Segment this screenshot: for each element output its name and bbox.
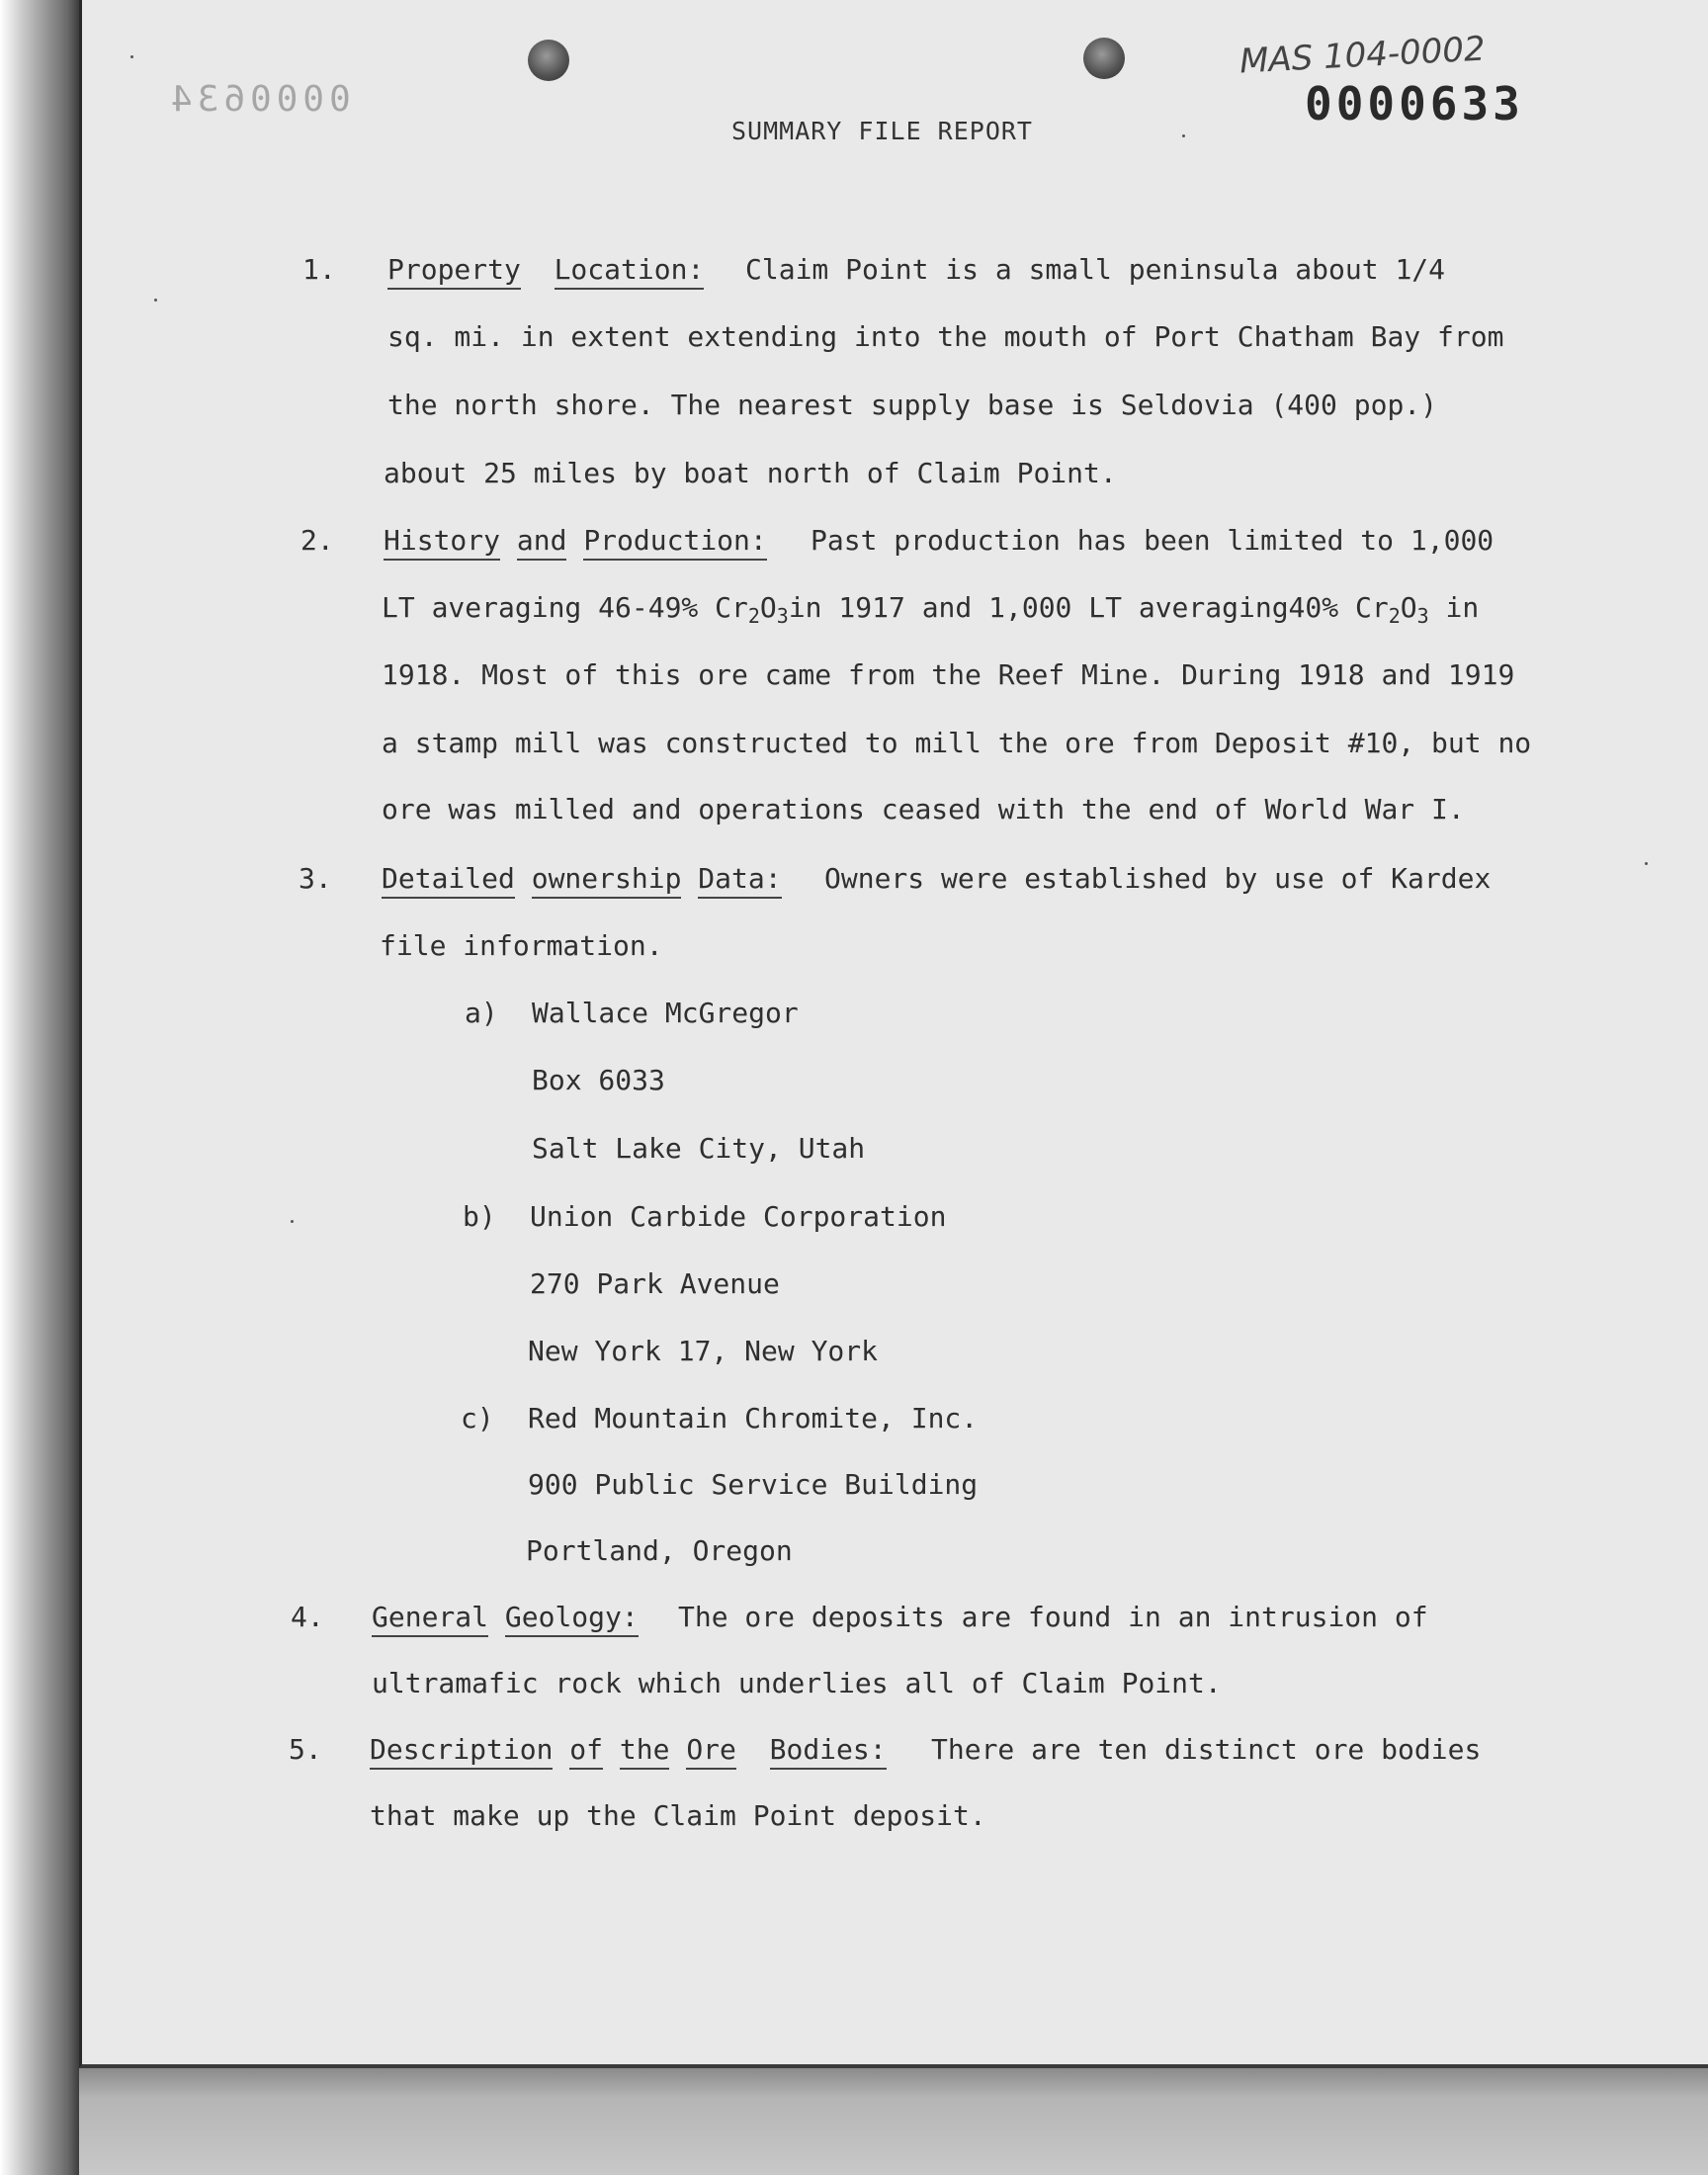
formula-text: in — [1428, 591, 1480, 624]
item-3-heading — [382, 862, 782, 896]
owner-a-address-1: Box 6033 — [532, 1064, 665, 1096]
heading-word: Description — [370, 1733, 553, 1770]
formula-text: LT averaging 46-49% Cr — [382, 591, 748, 624]
formula-text: O — [759, 591, 777, 624]
heading-word: Production: — [583, 524, 766, 561]
item-1-line-4: about 25 miles by boat north of Claim Point. — [384, 457, 1117, 489]
owner-b-address-2: New York 17, New York — [528, 1335, 879, 1367]
item-3-line-2: file information. — [380, 929, 663, 962]
heading-word: General — [372, 1601, 488, 1637]
owner-b-name: Union Carbide Corporation — [530, 1200, 947, 1233]
subscript: 2 — [747, 604, 760, 628]
heading-word: the — [620, 1733, 670, 1770]
owner-b-letter: b) — [463, 1200, 496, 1233]
owner-c-address-2: Portland, Oregon — [526, 1534, 793, 1567]
owner-c-name: Red Mountain Chromite, Inc. — [528, 1402, 979, 1435]
document-number: 0000633 — [1305, 77, 1524, 130]
subscript: 3 — [1416, 604, 1429, 628]
item-2-heading — [384, 524, 767, 558]
item-4-heading — [372, 1601, 639, 1634]
item-3-number: 3. — [299, 862, 332, 895]
heading-word: Bodies: — [770, 1733, 887, 1770]
scan-speck — [154, 299, 157, 302]
punch-hole-left — [528, 40, 569, 81]
scan-speck — [1645, 862, 1648, 865]
item-2-line-4: a stamp mill was constructed to mill the ore from Deposit #10, but no — [382, 727, 1532, 759]
heading-word: History — [384, 524, 500, 561]
heading-word: of — [569, 1733, 603, 1770]
heading-word: and — [517, 524, 567, 561]
item-4-line-2: ultramafic rock which underlies all of Claim Point. — [372, 1667, 1222, 1699]
item-4-number: 4. — [291, 1601, 324, 1633]
item-2-formula-line — [382, 591, 1479, 633]
subscript: 3 — [776, 604, 789, 628]
mirrored-stamp-number: 0000634 — [166, 79, 351, 120]
item-5-line-1: There are ten distinct ore bodies — [931, 1733, 1482, 1766]
item-2-number: 2. — [300, 524, 334, 557]
owner-a-letter: a) — [465, 997, 498, 1029]
subscript: 2 — [1388, 604, 1401, 628]
handwritten-file-code: MAS 104-0002 — [1238, 29, 1487, 82]
owner-c-letter: c) — [461, 1402, 494, 1435]
item-1-line-2: sq. mi. in extent extending into the mouth of Port Chatham Bay from — [387, 320, 1504, 353]
heading-word: Detailed — [382, 862, 515, 899]
item-2-line-5: ore was milled and operations ceased with the end of World War I. — [382, 793, 1465, 826]
item-4-line-1: The ore deposits are found in an intrusion of — [678, 1601, 1428, 1633]
scan-speck — [1182, 134, 1185, 137]
scan-left-shadow — [0, 0, 81, 2175]
heading-word: Data: — [698, 862, 781, 899]
scan-speck — [130, 55, 133, 58]
heading-word: Location: — [555, 253, 705, 290]
heading-word: Ore — [686, 1733, 736, 1770]
item-5-heading — [370, 1733, 887, 1767]
report-title: SUMMARY FILE REPORT — [731, 117, 1033, 145]
heading-word: ownership — [532, 862, 682, 899]
item-2-line-3: 1918. Most of this ore came from the Reef Mine. During 1918 and 1919 — [382, 658, 1515, 691]
item-5-line-2: that make up the Claim Point deposit. — [370, 1799, 986, 1832]
scan-bottom-band — [79, 2068, 1708, 2175]
item-1-line-1: Claim Point is a small peninsula about 1/4 — [745, 253, 1446, 286]
formula-text: O — [1400, 591, 1417, 624]
punch-hole-right — [1083, 38, 1125, 79]
owner-a-address-2: Salt Lake City, Utah — [532, 1132, 866, 1165]
item-3-line-1: Owners were established by use of Kardex — [824, 862, 1492, 895]
heading-word: Property — [387, 253, 521, 290]
owner-c-address-1: 900 Public Service Building — [528, 1468, 979, 1501]
item-1-number: 1. — [302, 253, 336, 286]
owner-b-address-1: 270 Park Avenue — [530, 1267, 780, 1300]
owner-a-name: Wallace McGregor — [532, 997, 799, 1029]
heading-word: Geology: — [505, 1601, 639, 1637]
item-1-line-3: the north shore. The nearest supply base is Seldovia (400 pop.) — [387, 389, 1438, 421]
item-2-line-1: Past production has been limited to 1,000 — [811, 524, 1494, 557]
formula-text: in 1917 and 1,000 LT averaging40% Cr — [788, 591, 1389, 624]
item-5-number: 5. — [289, 1733, 322, 1766]
item-1-heading — [387, 253, 704, 287]
scan-speck — [291, 1220, 294, 1223]
